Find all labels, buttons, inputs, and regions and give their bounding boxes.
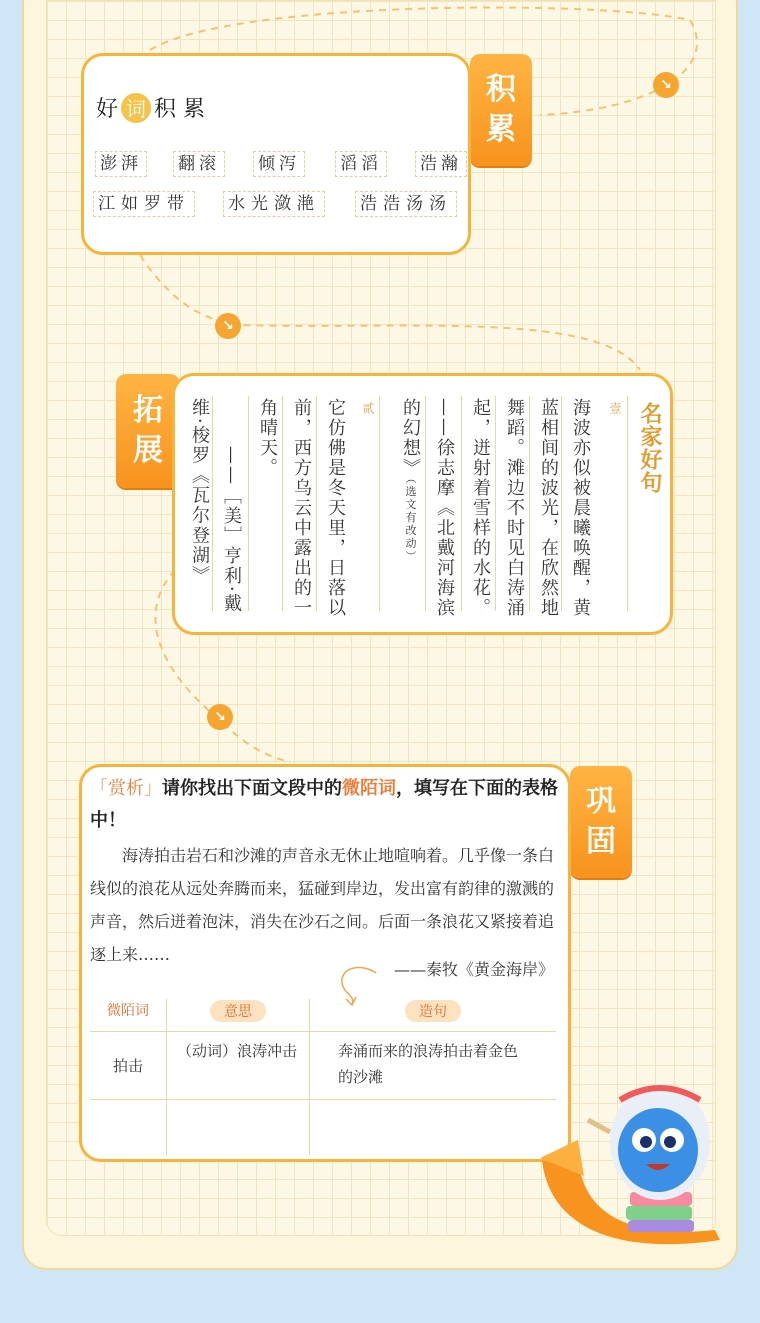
card-title <box>96 92 205 123</box>
divider <box>248 396 249 611</box>
quote-column: 蓝相间的波光，在欣然地 <box>538 398 559 618</box>
word-text: 滔滔 <box>335 151 387 177</box>
word-text: 澎湃 <box>95 151 147 177</box>
table-cell <box>310 1099 557 1155</box>
tab-char: 积 <box>486 72 516 107</box>
passage-source: ——秦牧《黄金海岸》 <box>393 960 554 979</box>
divider <box>561 396 562 611</box>
quote-column: 前，西方乌云中露出的一 <box>291 398 312 618</box>
divider <box>529 396 530 611</box>
divider <box>627 396 628 611</box>
word-text: 翻滚 <box>173 151 225 177</box>
word-item <box>94 191 195 217</box>
word-item <box>254 151 305 177</box>
word-item <box>224 191 325 217</box>
passage-text: 海涛拍击岩石和沙滩的声音永无休止地喧响着。几乎像一条白线似的浪花从远处奔腾而来，猛碰到岸边，发出富有韵律的激溅的声音，然后迸着泡沫，消失在沙石之间。后面一条浪花又紧接着追逐上来…… <box>90 846 555 964</box>
divider <box>495 396 496 611</box>
mascot-illustration <box>540 1080 730 1260</box>
word-text: 浩浩汤汤 <box>355 191 457 217</box>
divider <box>461 396 462 611</box>
word-text: 浩瀚 <box>415 151 467 177</box>
quote-column: 舞蹈。滩边不时见白涛涌 <box>504 398 525 618</box>
instruction-highlight: 微陌词 <box>342 778 396 799</box>
tab-accumulate <box>470 54 532 166</box>
card-famous-quotes <box>172 373 673 635</box>
word-item <box>96 151 147 177</box>
word-text: 倾泻 <box>253 151 305 177</box>
divider <box>425 396 426 611</box>
header-label: 造句 <box>405 1000 461 1022</box>
tab-char: 巩 <box>586 784 616 819</box>
quote-source: 维·梭罗《瓦尔登湖》 <box>189 398 210 586</box>
arrow-icon: ↘ <box>207 704 233 730</box>
table-row <box>90 1099 556 1155</box>
instruction-text: 请你找出下面文段中的 <box>162 778 342 799</box>
table-header <box>90 999 167 1031</box>
header-label: 微陌词 <box>107 1003 149 1019</box>
number-label: 贰 <box>361 402 375 414</box>
card-exercise <box>79 764 571 1162</box>
word-text: 水光潋滟 <box>223 191 325 217</box>
divider <box>379 396 380 611</box>
quote-source: ——徐志摩《北戴河海滨 <box>434 398 455 618</box>
table-header <box>167 999 310 1031</box>
arrow-icon: ↘ <box>215 313 241 339</box>
tab-char: 展 <box>133 433 163 468</box>
tab-expand <box>116 374 180 488</box>
table-cell: 拍击 <box>90 1031 167 1099</box>
quote-column: 海波亦似被晨曦唤醒，黄 <box>570 398 591 618</box>
table-cell: 奔涌而来的浪涛拍击着金色的沙滩 <box>310 1031 557 1099</box>
quote-source: ——［美］亨利·戴 <box>221 446 242 614</box>
source-note: （选文有改动） <box>404 478 417 564</box>
tab-char: 固 <box>586 824 616 859</box>
divider <box>282 396 283 611</box>
word-text: 江如罗带 <box>93 191 195 217</box>
table-cell <box>90 1099 167 1155</box>
quote-column: 角晴天。 <box>257 398 278 478</box>
tab-consolidate <box>570 766 632 878</box>
quote-column: 起，迸射着雪样的水花。 <box>470 398 491 618</box>
divider <box>316 396 317 611</box>
table-cell: （动词）浪涛冲击 <box>167 1031 310 1099</box>
arrow-icon: ↘ <box>653 72 679 98</box>
tab-char: 拓 <box>133 393 163 428</box>
card-good-words <box>81 53 471 255</box>
title-highlight: 词 <box>121 93 151 123</box>
instruction-text: ，填写在下面的表格中！ <box>90 778 558 831</box>
card-title: 名家好句 <box>637 402 663 494</box>
table-header-row <box>90 999 556 1031</box>
divider <box>212 396 213 611</box>
tag-label: 「赏析」 <box>90 778 162 799</box>
tab-char: 累 <box>486 112 516 147</box>
word-item <box>174 151 225 177</box>
title-text: 积 累 <box>154 97 206 122</box>
word-item <box>356 191 457 217</box>
quote-source-text: 的幻想》 <box>400 398 421 478</box>
answer-table <box>90 999 556 1155</box>
title-text: 好 <box>96 97 119 122</box>
table-header <box>310 999 557 1031</box>
quote-column: 它仿佛是冬天里，日落以 <box>325 398 346 618</box>
exercise-instruction <box>90 773 560 837</box>
table-row <box>90 1031 556 1099</box>
table-cell <box>167 1099 310 1155</box>
quote-source <box>397 398 423 564</box>
word-item <box>336 151 387 177</box>
word-item <box>416 151 467 177</box>
header-label: 意思 <box>210 1000 266 1022</box>
number-label: 壹 <box>608 402 622 414</box>
